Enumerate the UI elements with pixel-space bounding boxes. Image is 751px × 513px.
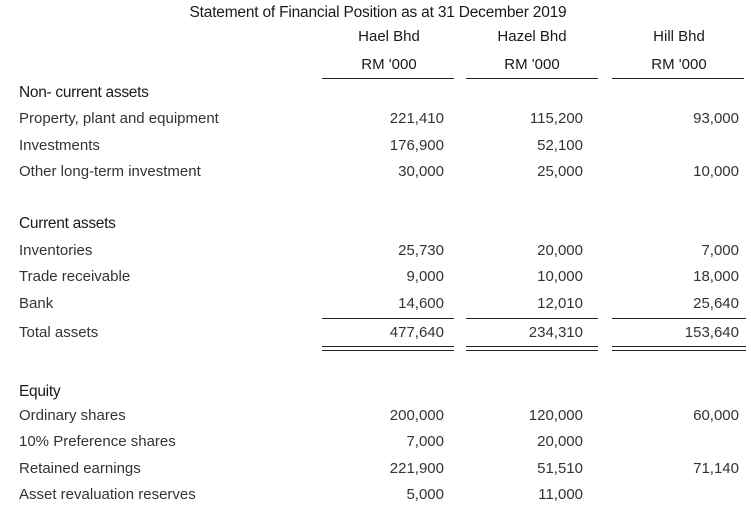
value-other-investment-hazel: 25,000 [537, 163, 583, 180]
header-underline-hill [612, 78, 744, 79]
value-trade-receivable-hael: 9,000 [406, 268, 444, 285]
value-preference-shares-hazel: 20,000 [537, 433, 583, 450]
subtotal-rule-hill [612, 318, 746, 319]
value-ordinary-shares-hazel: 120,000 [528, 407, 583, 424]
total-double-rule-hazel [466, 346, 598, 351]
row-label-investments: Investments [19, 137, 100, 154]
value-total-assets-hazel: 234,310 [528, 324, 583, 341]
subtotal-rule-hael [322, 318, 454, 319]
row-label-preference-shares: 10% Preference shares [19, 433, 176, 450]
column-company-hael: Hael Bhd [358, 28, 420, 45]
value-bank-hael: 14,600 [398, 295, 444, 312]
value-other-investment-hael: 30,000 [398, 163, 444, 180]
value-investments-hael: 176,900 [389, 137, 444, 154]
row-label-revaluation-reserves: Asset revaluation reserves [19, 486, 196, 503]
value-trade-receivable-hill: 18,000 [693, 268, 739, 285]
section-heading-equity: Equity [19, 383, 61, 400]
column-company-hazel: Hazel Bhd [497, 28, 567, 45]
header-underline-hael [322, 78, 454, 79]
value-inventories-hazel: 20,000 [537, 242, 583, 259]
statement-title: Statement of Financial Position as at 31 December 2019 [189, 4, 567, 21]
row-label-ordinary-shares: Ordinary shares [19, 407, 126, 424]
value-revaluation-reserves-hazel: 11,000 [538, 486, 583, 503]
value-bank-hill: 25,640 [693, 295, 739, 312]
value-ordinary-shares-hael: 200,000 [389, 407, 444, 424]
value-preference-shares-hael: 7,000 [406, 433, 444, 450]
section-heading-non-current-assets: Non- current assets [19, 84, 149, 101]
column-unit-hill: RM '000 [651, 56, 707, 73]
value-inventories-hael: 25,730 [398, 242, 444, 259]
value-total-assets-hael: 477,640 [389, 324, 444, 341]
row-label-bank: Bank [19, 295, 54, 312]
value-retained-earnings-hael: 221,900 [389, 460, 444, 477]
value-ppe-hill: 93,000 [693, 110, 739, 127]
column-unit-hael: RM '000 [361, 56, 417, 73]
section-heading-current-assets: Current assets [19, 215, 116, 232]
value-retained-earnings-hill: 71,140 [693, 460, 739, 477]
column-company-hill: Hill Bhd [653, 28, 705, 45]
value-ordinary-shares-hill: 60,000 [693, 407, 739, 424]
header-underline-hazel [466, 78, 598, 79]
row-label-trade-receivable: Trade receivable [19, 268, 131, 285]
row-label-retained-earnings: Retained earnings [19, 460, 141, 477]
subtotal-rule-hazel [466, 318, 598, 319]
total-double-rule-hill [612, 346, 746, 351]
value-other-investment-hill: 10,000 [693, 163, 739, 180]
value-bank-hazel: 12,010 [537, 295, 583, 312]
value-trade-receivable-hazel: 10,000 [537, 268, 583, 285]
row-label-other-investment: Other long-term investment [19, 163, 201, 180]
column-unit-hazel: RM '000 [504, 56, 560, 73]
total-double-rule-hael [322, 346, 454, 351]
value-total-assets-hill: 153,640 [684, 324, 739, 341]
row-label-ppe: Property, plant and equipment [19, 110, 219, 127]
row-label-total-assets: Total assets [19, 324, 99, 341]
value-revaluation-reserves-hael: 5,000 [406, 486, 444, 503]
value-retained-earnings-hazel: 51,510 [537, 460, 583, 477]
row-label-inventories: Inventories [19, 242, 93, 259]
value-investments-hazel: 52,100 [537, 137, 583, 154]
value-ppe-hael: 221,410 [389, 110, 444, 127]
value-inventories-hill: 7,000 [701, 242, 739, 259]
value-ppe-hazel: 115,200 [529, 110, 583, 127]
